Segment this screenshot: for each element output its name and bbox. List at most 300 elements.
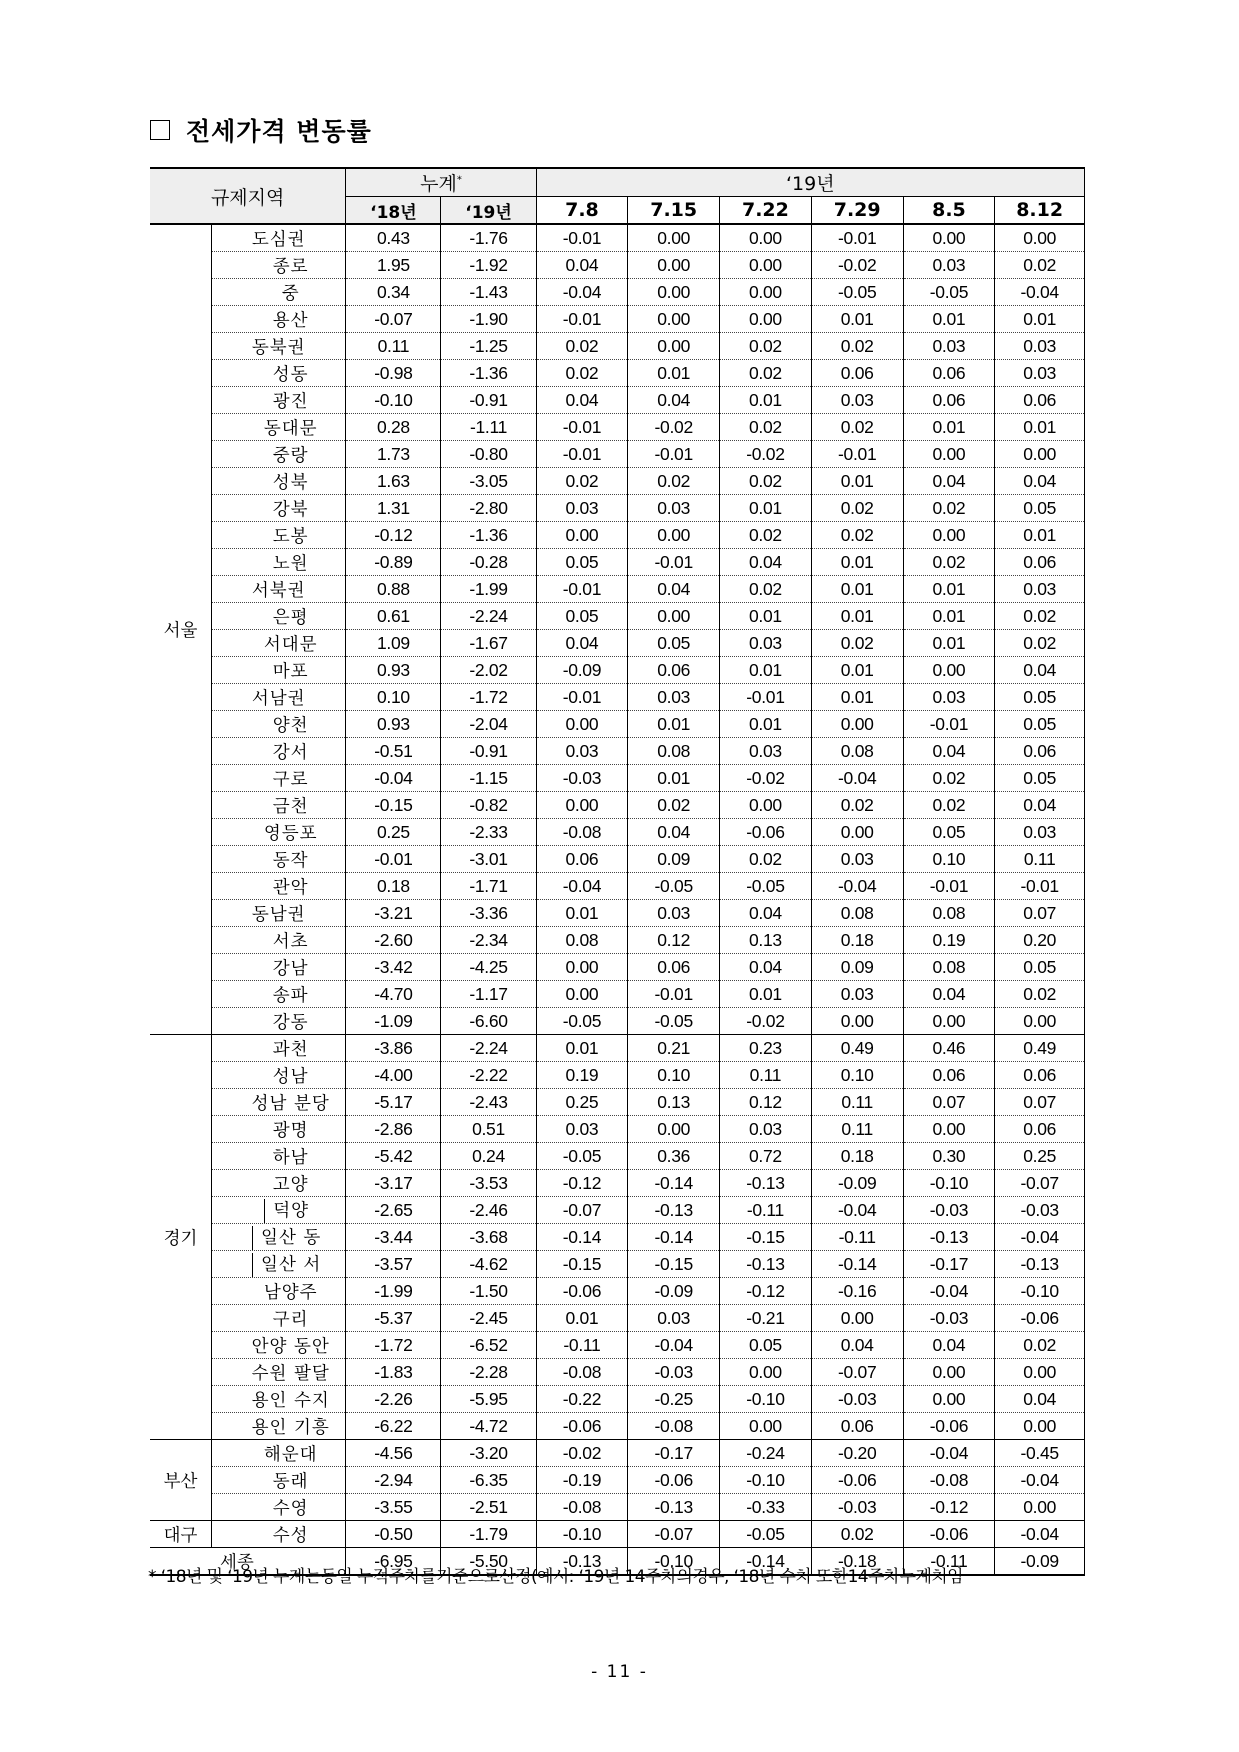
row-label-text: 강북 (272, 499, 309, 520)
value-cell: -2.86 (346, 1116, 441, 1143)
row-label-text: 일산 동 (261, 1228, 322, 1248)
value-cell: -0.01 (903, 711, 995, 738)
value-cell: 0.00 (903, 1386, 995, 1413)
value-cell: -0.10 (628, 1548, 720, 1576)
value-cell: 0.05 (995, 711, 1085, 738)
value-cell: -2.22 (441, 1062, 536, 1089)
row-label-text: 양천 (272, 715, 309, 736)
value-cell: 0.06 (536, 846, 628, 873)
row-label-text: 용인 기흥 (251, 1417, 330, 1438)
value-cell: 0.03 (720, 1116, 812, 1143)
value-cell: -0.45 (995, 1440, 1085, 1467)
value-cell: -1.72 (441, 684, 536, 711)
value-cell: 0.01 (995, 306, 1085, 333)
value-cell: 0.49 (811, 1035, 903, 1062)
value-cell: 0.01 (811, 684, 903, 711)
table-row (150, 1332, 1085, 1359)
row-label-text: 서남권 (251, 688, 306, 709)
value-cell: -0.05 (903, 279, 995, 306)
row-label (212, 1386, 346, 1413)
value-cell: -0.08 (536, 1359, 628, 1386)
value-cell: 0.02 (720, 522, 812, 549)
table-row (150, 1197, 1085, 1224)
table-row (150, 1089, 1085, 1116)
value-cell: -0.01 (628, 981, 720, 1008)
value-cell: 0.93 (346, 711, 441, 738)
row-label (212, 927, 346, 954)
value-cell: 0.03 (995, 333, 1085, 360)
value-cell: -0.19 (536, 1467, 628, 1494)
value-cell: 0.02 (628, 792, 720, 819)
value-cell: -0.13 (628, 1494, 720, 1521)
header-cumulative-label: 누계 (420, 173, 457, 195)
column-header: 7.29 (811, 197, 903, 225)
value-cell: 0.00 (903, 1008, 995, 1035)
row-label (212, 576, 346, 603)
value-cell: 0.02 (536, 468, 628, 495)
value-cell: 0.02 (995, 981, 1085, 1008)
value-cell: 0.01 (720, 657, 812, 684)
row-label (212, 819, 346, 846)
value-cell: -2.24 (441, 1035, 536, 1062)
row-label (212, 981, 346, 1008)
header-year19: ‘19년 (536, 168, 1084, 197)
value-cell: -0.07 (995, 1170, 1085, 1197)
value-cell: 0.25 (536, 1089, 628, 1116)
table-row (150, 792, 1085, 819)
section-title (150, 112, 372, 148)
table-row (150, 1521, 1085, 1548)
region-group-label: 서울 (150, 224, 212, 1035)
row-label-text: 강동 (272, 1012, 309, 1033)
table-row (150, 1494, 1085, 1521)
value-cell: -2.33 (441, 819, 536, 846)
value-cell: -0.18 (811, 1548, 903, 1576)
value-cell: -0.04 (903, 1440, 995, 1467)
value-cell: -0.15 (720, 1224, 812, 1251)
value-cell: 0.05 (995, 684, 1085, 711)
value-cell: 0.02 (720, 360, 812, 387)
value-cell: 0.01 (903, 630, 995, 657)
value-cell: -1.79 (441, 1521, 536, 1548)
value-cell: 0.05 (720, 1332, 812, 1359)
value-cell: -0.05 (720, 1521, 812, 1548)
value-cell: -0.12 (346, 522, 441, 549)
value-cell: 0.11 (811, 1089, 903, 1116)
value-cell: -0.22 (536, 1386, 628, 1413)
value-cell: -0.04 (995, 1224, 1085, 1251)
row-label-text: 마포 (272, 661, 309, 682)
row-label (212, 252, 346, 279)
value-cell: -0.01 (536, 414, 628, 441)
table-row (150, 1035, 1085, 1062)
row-label (212, 630, 346, 657)
value-cell: -0.20 (811, 1440, 903, 1467)
table-row (150, 738, 1085, 765)
value-cell: 0.04 (628, 576, 720, 603)
value-cell: 0.02 (995, 1332, 1085, 1359)
value-cell: 0.00 (720, 224, 812, 252)
row-label-text: 강서 (272, 742, 309, 763)
value-cell: 0.01 (811, 603, 903, 630)
value-cell: 0.02 (536, 333, 628, 360)
value-cell: -0.07 (346, 306, 441, 333)
row-label (212, 441, 346, 468)
table-row (150, 224, 1085, 252)
value-cell: -2.80 (441, 495, 536, 522)
value-cell: 0.04 (811, 1332, 903, 1359)
value-cell: -0.91 (441, 387, 536, 414)
value-cell: -0.04 (811, 765, 903, 792)
value-cell: -0.12 (720, 1278, 812, 1305)
value-cell: -3.44 (346, 1224, 441, 1251)
value-cell: -0.17 (628, 1440, 720, 1467)
value-cell: -2.02 (441, 657, 536, 684)
value-cell: -1.36 (441, 360, 536, 387)
value-cell: -0.89 (346, 549, 441, 576)
value-cell: 0.04 (995, 468, 1085, 495)
value-cell: 0.00 (995, 1413, 1085, 1440)
value-cell: 0.00 (995, 1008, 1085, 1035)
value-cell: 0.06 (628, 657, 720, 684)
row-label-text: 광진 (272, 391, 309, 412)
value-cell: 0.04 (628, 387, 720, 414)
value-cell: -4.25 (441, 954, 536, 981)
row-label-text: 용산 (272, 310, 309, 331)
value-cell: 0.72 (720, 1143, 812, 1170)
region-group-label: 부산 (150, 1440, 212, 1521)
value-cell: 0.08 (903, 900, 995, 927)
row-label-text: 중 (281, 283, 300, 304)
value-cell: 0.00 (903, 1116, 995, 1143)
value-cell: -4.56 (346, 1440, 441, 1467)
value-cell: -0.01 (903, 873, 995, 900)
footnote: * ‘18년 및 ‘19년 누계는동일 누적주차를기준으로산정(예시: ‘19년 14주차의경우, ‘18년 수치 또한14주차누계치임 (148, 1567, 963, 1587)
row-label (212, 414, 346, 441)
value-cell: -2.34 (441, 927, 536, 954)
value-cell: -6.35 (441, 1467, 536, 1494)
row-label (212, 1521, 346, 1548)
value-cell: 0.01 (536, 1035, 628, 1062)
value-cell: 0.00 (720, 252, 812, 279)
row-label (212, 1278, 346, 1305)
value-cell: -0.24 (720, 1440, 812, 1467)
row-label (212, 738, 346, 765)
value-cell: -0.03 (811, 1386, 903, 1413)
value-cell: 0.06 (903, 360, 995, 387)
value-cell: 0.06 (628, 954, 720, 981)
value-cell: 0.03 (536, 738, 628, 765)
value-cell: 0.02 (720, 846, 812, 873)
row-label-text: 구로 (272, 769, 309, 790)
value-cell: 0.01 (811, 549, 903, 576)
value-cell: 0.04 (720, 549, 812, 576)
table-row (150, 387, 1085, 414)
table-row (150, 495, 1085, 522)
value-cell: 0.01 (811, 657, 903, 684)
row-label-text: 수영 (272, 1498, 309, 1519)
value-cell: -0.14 (628, 1170, 720, 1197)
value-cell: -4.70 (346, 981, 441, 1008)
value-cell: -0.01 (811, 441, 903, 468)
value-cell: -1.36 (441, 522, 536, 549)
row-label (212, 900, 346, 927)
table-row (150, 1170, 1085, 1197)
value-cell: -0.12 (903, 1494, 995, 1521)
value-cell: 0.07 (995, 900, 1085, 927)
value-cell: -0.10 (720, 1467, 812, 1494)
value-cell: -0.13 (720, 1251, 812, 1278)
value-cell: -0.10 (346, 387, 441, 414)
row-label (212, 1332, 346, 1359)
table-row (150, 360, 1085, 387)
value-cell: 0.01 (720, 495, 812, 522)
value-cell: -0.09 (536, 657, 628, 684)
value-cell: -0.14 (720, 1548, 812, 1576)
table-row (150, 873, 1085, 900)
value-cell: 0.12 (720, 1089, 812, 1116)
row-label (212, 360, 346, 387)
value-cell: -5.37 (346, 1305, 441, 1332)
value-cell: -0.04 (536, 279, 628, 306)
value-cell: 0.13 (628, 1089, 720, 1116)
row-label-text: 성남 (272, 1066, 309, 1087)
value-cell: 0.05 (995, 954, 1085, 981)
value-cell: 0.02 (903, 792, 995, 819)
value-cell: -1.92 (441, 252, 536, 279)
value-cell: -0.80 (441, 441, 536, 468)
value-cell: -2.60 (346, 927, 441, 954)
value-cell: 0.23 (720, 1035, 812, 1062)
value-cell: -0.04 (995, 1467, 1085, 1494)
value-cell: 0.88 (346, 576, 441, 603)
value-cell: 0.04 (720, 954, 812, 981)
row-label-text: 고양 (272, 1174, 309, 1195)
value-cell: -0.21 (720, 1305, 812, 1332)
row-label-text: 수원 팔달 (251, 1363, 330, 1384)
row-label-text: 동남권 (251, 904, 306, 925)
value-cell: -1.99 (346, 1278, 441, 1305)
value-cell: 0.03 (811, 846, 903, 873)
value-cell: -0.06 (995, 1305, 1085, 1332)
value-cell: -6.52 (441, 1332, 536, 1359)
value-cell: 0.08 (628, 738, 720, 765)
value-cell: 0.02 (811, 1521, 903, 1548)
column-header: ‘19년 (441, 197, 536, 225)
value-cell: 0.04 (995, 657, 1085, 684)
value-cell: -1.43 (441, 279, 536, 306)
value-cell: 0.11 (346, 333, 441, 360)
row-label-text: 일산 서 (261, 1255, 322, 1275)
table-row (150, 1278, 1085, 1305)
value-cell: -6.60 (441, 1008, 536, 1035)
value-cell: -0.13 (995, 1251, 1085, 1278)
value-cell: -3.20 (441, 1440, 536, 1467)
value-cell: 0.01 (536, 1305, 628, 1332)
value-cell: -0.01 (995, 873, 1085, 900)
value-cell: -2.28 (441, 1359, 536, 1386)
value-cell: 0.02 (811, 333, 903, 360)
value-cell: 0.01 (903, 414, 995, 441)
value-cell: 0.00 (903, 522, 995, 549)
value-cell: -2.24 (441, 603, 536, 630)
value-cell: 0.02 (811, 792, 903, 819)
row-label (212, 522, 346, 549)
value-cell: 0.04 (903, 468, 995, 495)
value-cell: -3.53 (441, 1170, 536, 1197)
value-cell: -0.98 (346, 360, 441, 387)
row-label (212, 1143, 346, 1170)
value-cell: 0.01 (720, 603, 812, 630)
value-cell: -0.06 (536, 1278, 628, 1305)
table-row (150, 1467, 1085, 1494)
value-cell: -0.02 (628, 414, 720, 441)
value-cell: -0.09 (995, 1548, 1085, 1576)
value-cell: 0.03 (811, 981, 903, 1008)
value-cell: 0.05 (536, 549, 628, 576)
value-cell: 0.07 (995, 1089, 1085, 1116)
row-label (212, 333, 346, 360)
value-cell: 0.04 (628, 819, 720, 846)
row-label-text: 동대문 (263, 418, 318, 439)
value-cell: -0.01 (811, 224, 903, 252)
table-row (150, 900, 1085, 927)
value-cell: 0.06 (995, 387, 1085, 414)
row-label-text: 은평 (272, 607, 309, 628)
table-row (150, 549, 1085, 576)
value-cell: -1.71 (441, 873, 536, 900)
value-cell: 0.08 (811, 900, 903, 927)
table-row (150, 414, 1085, 441)
row-label (212, 954, 346, 981)
value-cell: 0.02 (720, 468, 812, 495)
value-cell: 1.09 (346, 630, 441, 657)
value-cell: -0.01 (536, 306, 628, 333)
value-cell: -3.57 (346, 1251, 441, 1278)
value-cell: -0.16 (811, 1278, 903, 1305)
row-label (212, 1467, 346, 1494)
value-cell: -1.99 (441, 576, 536, 603)
value-cell: -1.67 (441, 630, 536, 657)
value-cell: 0.00 (628, 279, 720, 306)
table-row (150, 1440, 1085, 1467)
value-cell: 0.19 (536, 1062, 628, 1089)
rent-price-change-table (150, 167, 1085, 1576)
value-cell: -0.08 (536, 819, 628, 846)
table-row (150, 603, 1085, 630)
row-label-sejong: 세종 (150, 1548, 346, 1576)
table-row (150, 711, 1085, 738)
value-cell: 0.01 (903, 306, 995, 333)
sub-indent-bar (252, 1226, 253, 1250)
value-cell: 0.02 (995, 252, 1085, 279)
column-header: 8.12 (995, 197, 1085, 225)
value-cell: 0.01 (903, 603, 995, 630)
column-header: 7.15 (628, 197, 720, 225)
column-header: 7.22 (720, 197, 812, 225)
value-cell: -0.11 (720, 1197, 812, 1224)
row-label (212, 279, 346, 306)
row-label-text: 동북권 (251, 337, 306, 358)
value-cell: 0.02 (995, 630, 1085, 657)
value-cell: -3.42 (346, 954, 441, 981)
value-cell: -1.09 (346, 1008, 441, 1035)
value-cell: -2.65 (346, 1197, 441, 1224)
table-row (150, 981, 1085, 1008)
value-cell: 0.18 (346, 873, 441, 900)
value-cell: 0.02 (720, 333, 812, 360)
value-cell: -0.02 (720, 1008, 812, 1035)
value-cell: 0.06 (903, 387, 995, 414)
value-cell: 0.02 (903, 495, 995, 522)
value-cell: 0.00 (536, 522, 628, 549)
value-cell: 0.10 (811, 1062, 903, 1089)
value-cell: -4.62 (441, 1251, 536, 1278)
value-cell: -0.14 (811, 1251, 903, 1278)
value-cell: 0.03 (628, 1305, 720, 1332)
value-cell: 0.06 (995, 549, 1085, 576)
value-cell: -1.90 (441, 306, 536, 333)
table-row (150, 1116, 1085, 1143)
value-cell: 0.04 (536, 387, 628, 414)
value-cell: 0.03 (536, 495, 628, 522)
column-header: 7.8 (536, 197, 628, 225)
value-cell: -2.45 (441, 1305, 536, 1332)
row-label-text: 영등포 (263, 823, 318, 844)
value-cell: 0.03 (628, 684, 720, 711)
value-cell: -0.11 (903, 1548, 995, 1576)
value-cell: 0.00 (628, 522, 720, 549)
table-row (150, 1359, 1085, 1386)
value-cell: 0.28 (346, 414, 441, 441)
value-cell: 0.43 (346, 224, 441, 252)
value-cell: 0.12 (628, 927, 720, 954)
value-cell: 0.01 (628, 765, 720, 792)
value-cell: -5.42 (346, 1143, 441, 1170)
value-cell: -0.13 (536, 1548, 628, 1576)
value-cell: 0.03 (811, 387, 903, 414)
value-cell: -3.01 (441, 846, 536, 873)
value-cell: -5.50 (441, 1548, 536, 1576)
value-cell: -0.03 (628, 1359, 720, 1386)
value-cell: 0.11 (995, 846, 1085, 873)
value-cell: -0.51 (346, 738, 441, 765)
value-cell: 0.00 (995, 1494, 1085, 1521)
value-cell: 0.00 (628, 1116, 720, 1143)
value-cell: 0.04 (536, 630, 628, 657)
row-label-text: 덕양 (273, 1201, 310, 1221)
row-label-text: 송파 (272, 985, 309, 1006)
header-cumulative-mark: * (456, 174, 462, 186)
value-cell: -1.15 (441, 765, 536, 792)
value-cell: 0.04 (995, 1386, 1085, 1413)
value-cell: -0.01 (346, 846, 441, 873)
value-cell: 0.05 (628, 630, 720, 657)
region-group-label: 대구 (150, 1521, 212, 1548)
value-cell: -0.03 (811, 1494, 903, 1521)
row-label (212, 657, 346, 684)
value-cell: -0.08 (536, 1494, 628, 1521)
row-label-text: 노원 (272, 553, 309, 574)
value-cell: 0.02 (811, 630, 903, 657)
value-cell: -0.14 (628, 1224, 720, 1251)
row-label (212, 792, 346, 819)
value-cell: -3.21 (346, 900, 441, 927)
value-cell: 0.00 (903, 1359, 995, 1386)
value-cell: 0.01 (995, 522, 1085, 549)
value-cell: -0.10 (903, 1170, 995, 1197)
value-cell: 0.06 (811, 360, 903, 387)
